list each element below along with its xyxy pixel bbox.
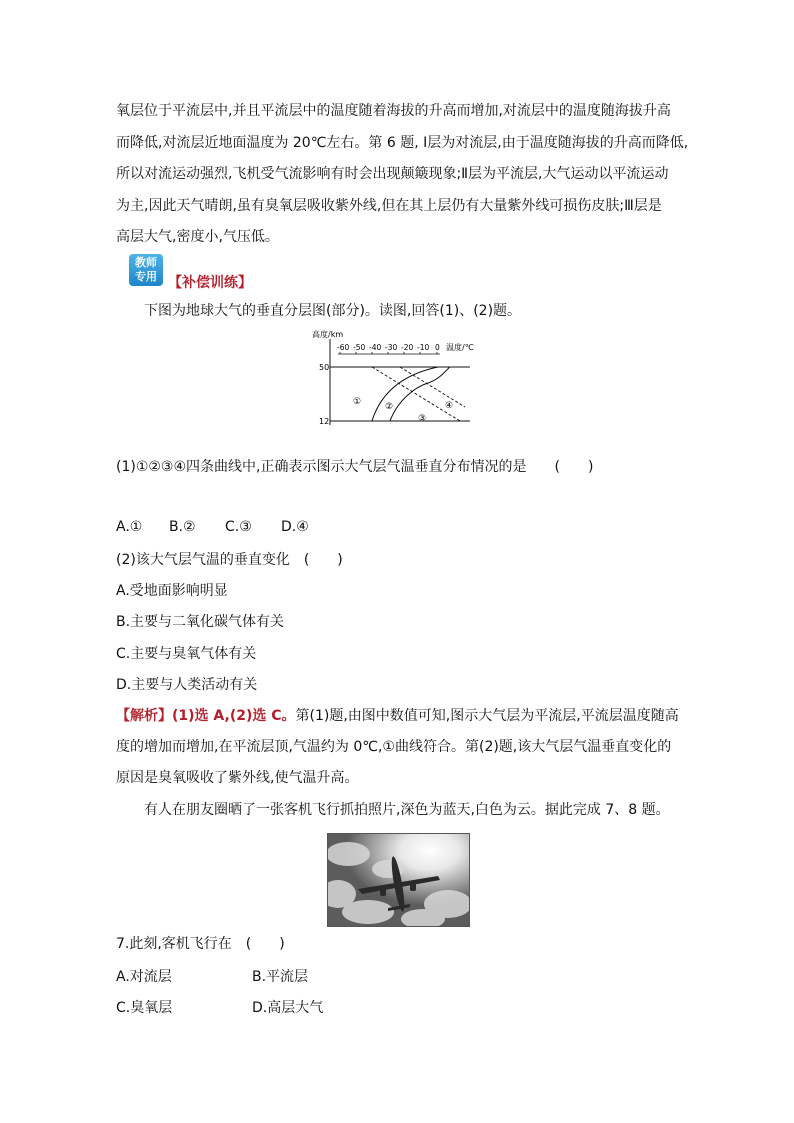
q1-option-d[interactable]: D.④ [281,519,309,535]
q7-option-b[interactable]: B.平流层 [252,969,309,985]
question-intro-2: 有人在朋友圈晒了一张客机飞行抓拍照片,深色为蓝天,白色为云。据此完成 7、8 题。 [144,802,670,818]
section-title: 【补偿训练】 [168,275,252,291]
paragraph-line: 高层大气,密度小,气压低。 [116,229,279,245]
curve-1 [372,367,438,421]
curve-3 [372,367,460,421]
curve-label-1: ① [353,397,362,407]
airplane-photo [327,833,470,927]
paragraph-line: 氧层位于平流层中,并且平流层中的温度随着海拔的升高而增加,对流层中的温度随海拔升高 [116,103,671,119]
curve-label-3: ③ [418,414,427,424]
y-axis-label: 高度/km [312,330,344,339]
question-intro: 下图为地球大气的垂直分层图(部分)。读图,回答(1)、(2)题。 [144,303,522,319]
badge-line-1: 教师 [135,256,157,269]
analysis-answer: (1)选 A,(2)选 C。 [172,708,296,724]
paragraph-line: 为主,因此天气晴朗,虽有臭氧层吸收紫外线,但在其上层仍有大量紫外线可损伤皮肤;Ⅲ层是 [116,198,662,214]
badge-line-2: 专用 [135,270,157,283]
tick: -60 [337,343,350,352]
analysis-label: 【解析】 [116,708,172,724]
q2-option-b[interactable]: B.主要与二氧化碳气体有关 [116,614,285,630]
teacher-only-badge [129,254,163,286]
q7-option-a[interactable]: A.对流层 [116,969,172,985]
q2-option-d[interactable]: D.主要与人类活动有关 [116,677,258,693]
tick: 0 [435,343,440,352]
curve-label-4: ④ [445,401,454,411]
curve-2 [390,367,450,421]
analysis-text: 第(1)题,由图中数值可知,图示大气层为平流层,平流层温度随高 [295,708,679,724]
q2-option-c[interactable]: C.主要与臭氧气体有关 [116,646,257,662]
tick: -40 [369,343,382,352]
tick: -10 [417,343,430,352]
q7-option-c[interactable]: C.臭氧层 [116,1000,173,1016]
q2-option-a[interactable]: A.受地面影响明显 [116,583,228,599]
atmosphere-diagram [300,325,490,437]
paragraph-line: 所以对流运动强烈,飞机受气流影响有时会出现颠簸现象;Ⅱ层为平流层,大气运动以平流运动 [116,166,669,182]
curve-label-2: ② [385,402,394,412]
analysis-line-2: 度的增加而增加,在平流层顶,气温约为 0℃,①曲线符合。第(2)题,该大气层气温垂直变化的 [116,739,672,755]
tick: -30 [385,343,398,352]
paragraph-line: 而降低,对流层近地面温度为 20℃左右。第 6 题, Ⅰ层为对流层,由于温度随海拔的升高而降低, [116,135,689,151]
x-ticks [337,343,440,352]
analysis-line-1 [116,706,679,726]
level-50: 50 [319,363,330,372]
level-12: 12 [319,417,330,426]
question-1-stem: (1)①②③④四条曲线中,正确表示图示大气层气温垂直分布情况的是 ( ) [116,459,594,475]
question-2-stem: (2)该大气层气温的垂直变化 ( ) [116,552,343,568]
tick: -50 [353,343,366,352]
tick: -20 [401,343,414,352]
analysis-line-3: 原因是臭氧吸收了紫外线,使气温升高。 [116,770,359,786]
q7-option-d[interactable]: D.高层大气 [252,1000,324,1016]
question-7-stem: 7.此刻,客机飞行在 ( ) [116,936,285,952]
q1-option-a[interactable]: A.① [116,519,143,535]
q1-option-b[interactable]: B.② [169,519,196,535]
curve-4 [400,367,465,407]
q1-option-c[interactable]: C.③ [225,519,252,535]
x-axis-label: 温度/℃ [446,343,474,352]
